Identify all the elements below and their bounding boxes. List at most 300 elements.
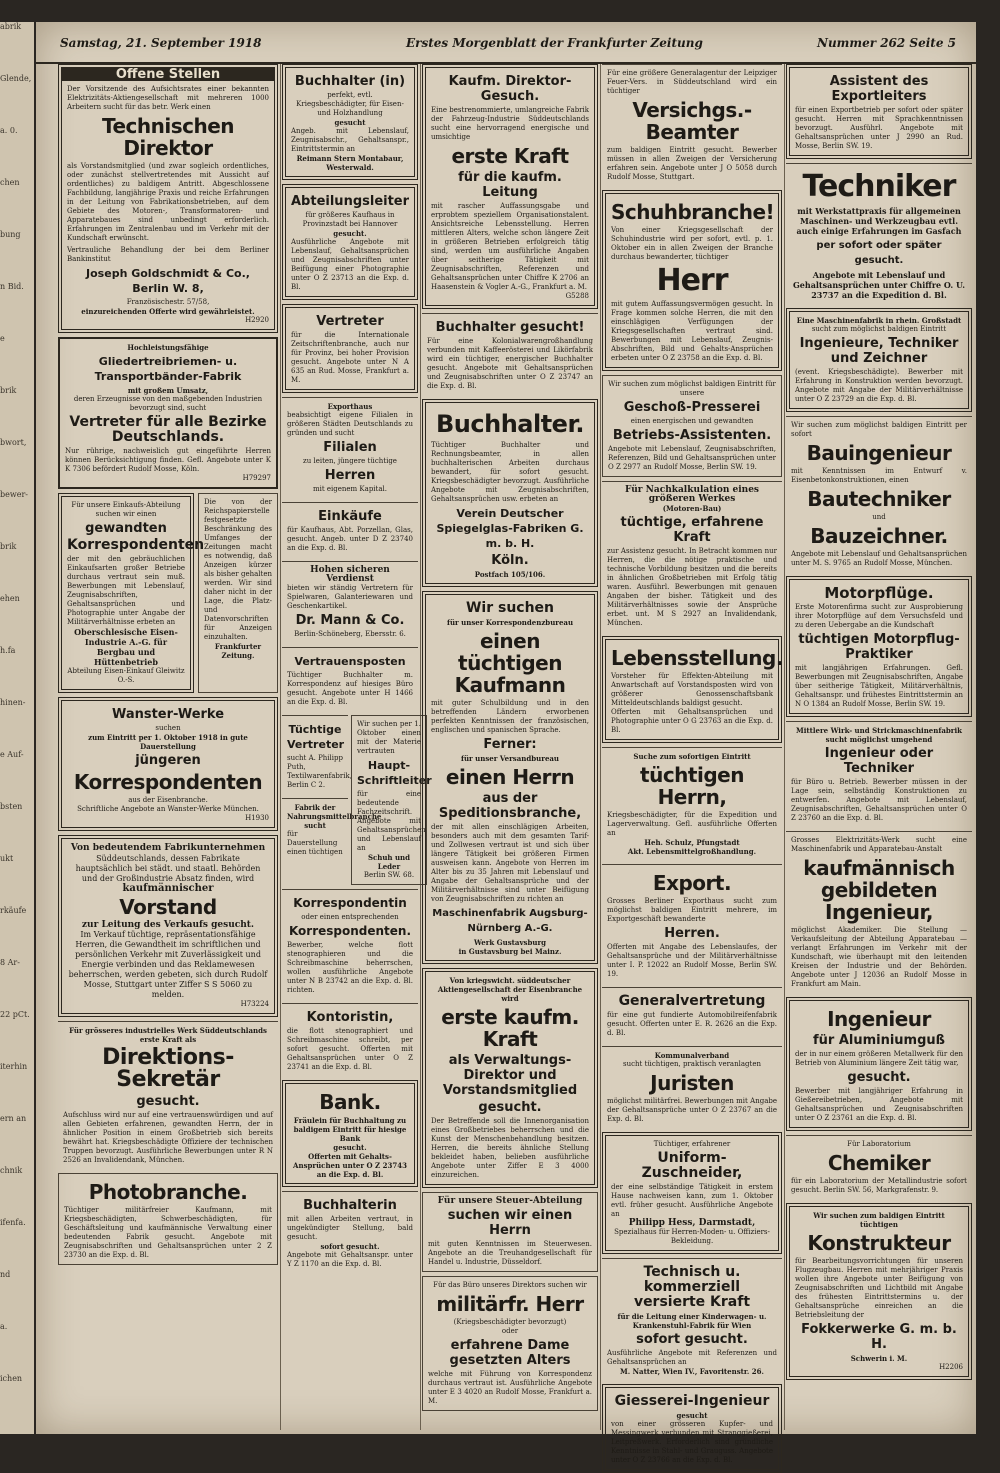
ad-headline: militärfr. Herr [436,1292,584,1316]
ad-subheadline: sofort gesucht. [636,1332,748,1347]
ad-headline: Motorpflüge. [824,584,934,602]
strip-fragment: ern an [0,1114,27,1123]
ad-headline: tüchtigen Herrn, [640,763,744,809]
ad-headline: jüngeren [135,753,201,768]
ad-tail: Angebote mit Lebenslauf und Gehaltsansprüchen unter M. S. 9765 an Rudolf Mosse, München. [791,550,967,567]
ad-tail: einzureichenden Offerte wird gewährleistet. [81,307,255,316]
ad-top: Suche zum sofortigen Eintritt [633,752,751,761]
ad-text: Der Betreffende soll die Innenorganisation eines Großbetriebes beherrschen und die Kunst der Menschenbehandlung besitzen. Herren, die bereits ähnliche Stellung bekleidet haben, belieben ausführliche Angebote unter Ziffer E 3 4000 einzureichen. [431,1117,589,1179]
ad-subheadline: Herren. [664,926,720,941]
ad-title: Wir suchen [465,600,555,616]
ad-text: Bewerber, welche flott stenographieren und die Schreibmaschine beherrschen, wollen ausführliche Angebote unter N B 23742 an die Exp. d. Bl. richten. [287,941,413,994]
ad-uniform-zuschneider [602,1132,782,1254]
ad-export [602,864,782,983]
ad-sub: gesucht. [478,1100,542,1115]
ad-text: für die Internationale Zeitschriftenbranche, auch nur für Provinz, bei hoher Provision gesucht. Angebote unter N A 635 an Rud. Mosse, Frankfurt a. M. [291,331,409,384]
ad-top: Von kriegswicht. süddeutscher Aktiengesellschaft der Eisenbranche wird [437,976,583,1003]
ad-title: Kommunalverband [654,1051,730,1060]
ad-text: der mit den gebräuchlichen Einkaufsarten großer Betriebe durchaus vertraut sein muß. Bewerbungen mit Lebenslauf, Zeugnisabschriften, Gehaltsansprüchen und Photographie unter Angabe der Militärverhältnisse erbeten an [67,555,185,626]
ad-top: Tüchtiger, erfahrener [653,1140,731,1148]
ad-code: G5288 [565,292,589,300]
ad-headline-2: einen Herrn [445,765,575,789]
ad-assistent-exportleiter [786,64,972,159]
ad-kontoristin [282,1003,418,1076]
ad-kaufm-ingenieur [786,831,972,993]
ad-body: mit gutem Auffassungsvermögen gesucht. In Frage kommen solche Herren, die mit den einschlägigen Verfügungen der Kriegsgesellschaften vertraut sind. Bewerbungen mit Lebenslauf, Zeugnis-Abschriften, Bild und Gehalts-Ansprüchen erbeten unter O Z 23758 an die Exp. d. Bl. [611,300,773,362]
ad-firm: Oberschlesische Eisen-Industrie A.-G. für Bergbau und Hüttenbetrieb [74,627,178,667]
ad-abteilungsleiter [282,184,418,300]
ad-text: für eine gut fundierte Automobilreifenfabrik gesucht. Offerten unter E. R. 2626 an die Exp. d. Bl. [607,1011,777,1037]
ad-note: Vertrauliche Behandlung der bei dem Berliner Bankinstitut [67,246,269,263]
ad-subheadline: für die kaufm. Leitung [458,170,562,200]
ad-text: die flott stenographiert und Schreibmaschine schreibt, per sofort gesucht. Offerten mit Gehaltsansprüchen unter O Z 23741 an die Exp. d. Bl. [287,1027,413,1071]
ad-headline: Assistent des Exportleiters [829,74,929,104]
ad-kaufm-direktor [422,64,598,309]
ad-text: für eine bedeutende Fachzeitschrift. Angebote mit Gehaltsansprüchen und Lebenslauf an [357,790,426,852]
ad-title: Tüchtige Vertreter [287,723,345,751]
ad-text: Süddeutschlands, dessen Fabrikate hauptsächlich bei städt. und staatl. Behörden und der Großindustrie Absatz finden, wird [75,854,261,883]
ad-tail: Offerten mit Gehalts-Ansprüchen unter O Z 23743 an die Exp. d. Bl. [293,1152,407,1179]
ad-technischer-direktor [58,64,278,333]
strip-fragment: brik [0,542,17,551]
ad-militaerfr-herr [422,1276,598,1411]
ad-title: Abteilungsleiter [291,194,410,209]
ad-sub: mit großem Umsatz, [127,386,209,395]
ad-text-2: zur Leitung des Verkaufs gesucht. [81,920,255,930]
column-2 [282,64,432,1430]
ad-text: beabsichtigt eigene Filialen in größeren Städten Deutschlands zu gründen und sucht [287,411,413,437]
column-5 [786,64,972,1430]
ad-text: Tüchtiger Buchhalter m. Korrespondenz auf hiesiges Büro gesucht. Angebote unter H 1466 an die Exp. d. Bl. [287,671,413,706]
ad-title: Bank. [319,1090,381,1114]
ad-headline-2: Korrespondenten [73,770,263,794]
ad-chemiker [786,1135,972,1199]
ad-techniker [786,163,972,304]
ad-subheadline: aus der Speditionsbranche, [438,791,582,821]
ad-headline: Direktions-Sekretär [102,1045,234,1092]
ad-tail: Offerten mit Angabe des Lebenslaufes, der Gehaltsansprüche und der Militärverhältnisse unter I. P. 12022 an Rudolf Mosse, Berlin SW. 19. [607,943,777,978]
ad-text: einen energischen und gewandten [630,417,754,425]
ad-title: Vertreter [316,314,384,329]
ad-text-2: aus der Eisenbranche. [128,796,208,804]
ad-title: Exporthaus [327,402,373,411]
ad-code: H2920 [245,316,269,324]
ad-headline-3: Bauzeichner. [810,524,948,548]
ad-sub: (Motoren-Bau) [662,504,722,513]
ad-haupt-schriftleiter [351,715,432,885]
ad-vertreter-zeitschrift [282,304,418,393]
ad-title: Einkäufe [318,509,382,524]
ad-firm: Reimann Stern Montabaur, Westerwald. [296,154,404,172]
ad-tail: Bewerber mit langjähriger Erfahrung in Gießereibetrieben, Angebote mit Gehaltsansprüchen und Zeugnisabschriften unter O Z 23761 an die Exp. d. Bl. [795,1087,963,1122]
ad-sub: (Kriegsbeschädigter bevorzugt) [453,1318,567,1326]
ad-text: von einer grösseren Kupfer- und Messingwerk verbunden mit Stranggießerei, Leitpreßwerk. Erforderlich sind gründliche Kenntnisse in Stahl- und Grauguss. Angebote unter O Z 23766 an die Exp. d. Bl. [611,1420,773,1464]
ad-text: bieten wir ständig Vertretern für Spielwaren, Galanteriewaren und Geschenkartikel. [287,584,413,610]
ad-text: Erste Motorenfirma sucht zur Ausprobierung ihrer Motorpflüge auf dem Versuchsfeld und zu deren Uebergabe an die Kundschaft [795,603,963,629]
ad-title: Fabrik der Nahrungsmittelbranche [287,803,382,821]
ad-text: Eine bestrenommierte, umlangreiche Fabrik der Fahrzeug-Industrie Süddeutschlands sucht eine hervorragend energische und umsichtige [431,106,589,141]
ad-firm: Fokkerwerke G. m. b. H. [801,1322,957,1352]
ad-photobranche [58,1173,278,1265]
ad-ingenieur-oder-techniker [786,721,972,827]
ad-text: mit Werkstattpraxis für allgemeinen Maschinen- und Werkzeugbau evtl. auch einige Erfahrungen im Gasfach [796,206,962,236]
ad-top: Für Nachkalkulation eines größeren Werkes [625,485,759,504]
strip-fragment: bewer- [0,490,28,499]
strip-fragment: iterhin [0,1062,28,1071]
ad-subheadline: tüchtigen Motorpflug-Praktiker [798,632,960,662]
ad-korrespondentin [282,889,418,999]
ad-gliedertreibriemen [58,337,278,489]
ad-nachkalkulation [602,481,782,632]
ad-headline: tüchtige, erfahrene Kraft [620,515,764,545]
strip-fragment: chen [0,178,20,187]
strip-fragment: Glende, [0,74,32,83]
ad-title: Buchhalter gesucht! [435,320,585,335]
notice-text: Die von der Reichspapierstelle festgesetzte Beschränkung des Umfanges der Zeitungen macht es notwendig, daß Anzeigen kürzer als bisher gehalten werden. Wir sind daher nicht in der Lage, die Platz- und Datenvorschriften für Anzeigen einzuhalten. [204,498,272,641]
strip-fragment: 8 Ar- [0,958,20,967]
ad-headline: einen tüchtigen Kaufmann [454,629,566,697]
ad-firm: Dr. Mann & Co. [295,613,405,628]
ad-tail: mit langjährigen Erfahrungen. Gefl. Bewerbungen mit Zeugnisabschriften, Angabe über seitherige Tätigkeit, Militärverhältnis, Gehaltsanspr. und frühestes Eintrittstermin an N O 1384 an Rudolf Mosse, Berlin SW. 19. [795,664,963,708]
ad-text: für Kaufhaus, Abt. Porzellan, Glas, gesucht. Angeb. unter D Z 23740 an die Exp. d. Bl. [287,526,413,552]
ad-sub: sucht tüchtigen, praktisch veranlagten [623,1060,761,1068]
ad-text: zum baldigen Eintritt gesucht. Bewerber müssen in allen Zweigen der Versicherung erfahren sein. Angebote unter J O 5058 durch Rudolf Mosse, Stuttgart. [607,146,777,181]
strip-fragment: bsten [0,802,23,811]
ad-top: Wir suchen zum möglichst baldigen Eintritt für unsere [608,380,776,397]
section-heading: Offene Stellen [62,68,274,81]
ad-top: Von bedeutendem Fabrikunternehmen [70,843,266,853]
ad-top: Grosses Elektrizitäts-Werk sucht eine Maschinenfabrik und Apparatebau-Anstalt [791,836,967,853]
ad-tail: mit eigenem Kapital. [312,485,387,493]
ad-top: Für das Büro unseres Direktors suchen wir [433,1281,587,1289]
ad-top: Wir suchen zum baldigen Eintritt [813,1211,945,1220]
ad-text: mit Kenntnissen im Entwurf v. Eisenbetonkonstruktionen, einen [791,467,967,484]
adjacent-page-edge [0,22,34,1434]
ad-headline: Betriebs-Assistenten. [612,428,772,443]
ad-bauingenieur [786,416,972,572]
ad-top: Für eine größere Generalagentur der Leipziger Feuer-Vers. in Süddeutschland wird ein tüchtiger [607,69,777,95]
ad-tail: Angeb. mit Lebenslauf, Zeugnisabschr., Gehaltsanspr., Eintrittstermin an [291,127,409,153]
ad-text: möglichst militärfrei. Bewerbungen mit Angabe der Gehaltsansprüche unter O Z 23767 an die Exp. d. Bl. [607,1097,777,1123]
ad-tail: Ausführliche Angebote mit Referenzen und Gehaltsansprüchen an [607,1349,777,1366]
ad-top: Hochleistungsfähige [127,343,209,352]
ad-text: für Bearbeitungsvorrichtungen für unseren Flugzeugbau. Herren mit mehrjähriger Praxis wollen ihre Angebote unter Beifügung von Zeugnisabschriften und Lichtbild mit Angabe des frühesten Eintrittstermins u. der Gehaltsansprüche einreichen an die Betriebsleitung der [795,1257,963,1319]
ad-title: Geschoß-Presserei [623,400,761,415]
ad-code: H79297 [242,474,271,482]
ad-exporthaus [282,397,418,498]
ad-code: H1930 [245,814,269,822]
ad-text: möglichst Akademiker. Die Stellung — Verkaufsleitung der Abteilung Apparatebau — verlangt Erfahrungen im Verkehr mit der Kundschaft, wie überhaupt mit den leitenden Kreisen der Industrie und der Behörden. Angebote unter J 12036 an Rudolf Mosse in Frankfurt am Main. [791,926,967,988]
ad-konstrukteur-fokker [786,1203,972,1380]
ad-sub: kaufmännischer [122,883,214,894]
ad-sub: tüchtigen [859,1220,898,1229]
ad-firm: Maschinenfabrik Augsburg-Nürnberg A.-G. [432,908,588,934]
ad-body: mit rascher Auffassungsgabe und erprobtem speziellem Organisationstalent. Ansichtsreiche Lebensstellung. Herren mittleren Alters, welche schon längere Zeit in größeren Betrieben erfolgreich tätig sind, werden um ausführliche Angaben über seitherige Tätigkeit mit Zeugnisabschriften, Referenzen und Gehaltsansprüchen unter Chiffre K 2706 an Haasenstein & Vogler A.-G., Frankfurt a. M. [431,202,589,291]
ad-city: in Gustavsburg bei Mainz. [458,947,562,956]
ad-text: für die Leitung einer Kinderwagen- u. Krankenstuhl-Fabrik für Wien [617,1312,767,1330]
ad-headline: Uniform-Zuschneider, [641,1150,743,1181]
ad-address: Postfach 105/106. [474,570,546,579]
ad-city: Köln. [491,553,529,568]
ad-lebensstellung [602,636,782,743]
strip-fragment: h.fa [0,646,16,655]
ad-title: Gliedertreibriemen- u. Transportbänder-Fabrik [94,355,242,383]
ad-firm: Joseph Goldschmidt & Co., Berlin W. 8, [86,267,250,295]
ad-headline: Filialen [323,440,377,455]
ad-headline-2: Korrespondenten. [288,924,412,938]
ad-text: (event. Kriegsbeschädigte). Bewerber mit Erfahrung in Konstruktion werden bevorzugt. Angebote mit Angabe der Militärverhältnisse unter O Z 23729 an die Exp. d. Bl. [795,368,963,403]
strip-fragment: brik [0,386,17,395]
strip-fragment: n Bid. [0,282,24,291]
strip-fragment: hinen- [0,698,26,707]
ad-title: Eine Maschinenfabrik in rhein. Großstadt [796,316,962,325]
ad-text: perfekt, evtl. Kriegsbeschädigter, für Eisen- und Holzhandlung [296,91,404,117]
ad-sub: sucht zum möglichst baldigen Eintritt [811,325,947,333]
notice-signature: Frankfurter Zeitung. [214,642,262,660]
ad-headline: Ingenieur [827,1007,931,1031]
ad-top: Für Laboratorium [847,1140,911,1148]
ad-address: Schwerin i. M. [850,1354,908,1363]
ad-tail: Schriftliche Angebote an Wanster-Werke München. [77,805,259,813]
ad-sub: gesucht. [847,1070,911,1085]
ad-top: Wir suchen per 1. Oktober einen mit der Materie vertrauten [357,720,421,755]
ad-text: der eine selbständige Tätigkeit in erstem Hause nachweisen kann, zum 1. Oktober evtl. früher gesucht. Ausführliche Angebote an [611,1183,773,1218]
ad-sub: gesucht. [333,1143,367,1152]
ad-text-2: zu leiten, jüngere tüchtige [303,457,397,465]
page-header [36,22,976,64]
ad-text: mit guten Kenntnissen im Steuerwesen. Angebote an die Treuhandgesellschaft für Handel u. Industrie, Düsseldorf. [428,1240,592,1266]
ad-headline: Korrespondentin [293,896,407,910]
ad-text-2: oder [501,1327,519,1335]
ad-text: für Dauerstellung einen tüchtigen [287,830,343,856]
ad-text: Fräulein für Buchhaltung zu baldigem Eintritt für hiesige Bank [293,1116,407,1143]
ad-firm: Heh. Schulz, Pfungstadt [644,838,740,847]
ad-korrespondenten-oberschlesien [58,493,205,693]
ad-sub: sucht [304,821,326,830]
ad-address: Abteilung Eisen-Einkauf Gleiwitz O.-S. [67,667,185,684]
ad-subheadline: für Aluminiumguß [812,1033,946,1048]
ad-intro: Der Vorsitzende des Aufsichtsrates einer bekannten Elektrizitäts-Aktiengesellschaft mit mehreren 1000 Arbeitern sucht für das betr. Werk einen [67,85,269,111]
ad-tail: oder einen entsprechenden [301,913,399,921]
strip-fragment: a. [0,1322,8,1331]
ad-headline: Techniker [802,169,956,204]
ad-headline: Ingenieure, Techniker und Zeichner [799,336,959,366]
ad-tail: Angebote mit Lebenslauf und Gehaltsansprüchen unter Chiffre O. U. 23737 an die Expedition d. Bl. [792,270,966,300]
ad-tuechtige-vertreter [282,715,352,794]
ad-fabrik-nahrungsmittel [282,798,382,861]
header-page-number: Nummer 262 Seite 5 [816,36,956,50]
ad-tail: Angebote mit Gehaltsanspr. unter Y Z 1170 an die Exp. d. Bl. [287,1251,413,1268]
strip-fragment: rkäufe [0,906,27,915]
ad-schuhbranche [602,190,782,371]
ad-title: Buchhalterin [303,1198,397,1213]
ad-tail: Ausführliche Angebote mit Lebenslauf, Gehaltsansprüchen und Zeugnisabschriften unter Beifügung einer Photographie unter O Z 23713 an die Exp. d. Bl. [291,238,409,291]
ad-firm: Verein Deutscher Spiegelglas-Fabriken G. m. b. H. [436,507,584,550]
ad-headline: Generalvertretung [618,993,766,1009]
ad-tuechtigen-herrn [602,747,782,860]
strip-fragment: chnik [0,1166,23,1175]
ad-top: Wir suchen zum möglichst baldigen Eintritt per sofort [791,421,967,438]
ad-direktions-sekretaer [58,1021,278,1169]
ad-sub: suchen [155,724,181,732]
ad-title: Für unsere Steuer-Abteilung [437,1196,583,1206]
ad-address: Berlin SW. 68. [363,871,415,879]
ad-ingenieur-aluminiumguss [786,997,972,1131]
header-masthead: Erstes Morgenblatt der Frankfurter Zeitung [406,36,703,50]
ad-title: Technischen Direktor [101,114,235,160]
ad-headline: Technisch u. kommerziell versierte Kraft [633,1264,751,1310]
ad-tail: Nur rührige, nachweislich gut eingeführte Herren können Berücksichtigung finden. Gefl. Angebote unter K K 7306 befördert Rudolf Mosse, Köln. [65,447,271,473]
ad-code: H73224 [240,1000,269,1008]
ad-headline: Versichgs.-Beamter [632,98,752,144]
header-date: Samstag, 21. September 1918 [60,36,262,50]
ad-geschoss-presserei [602,375,782,477]
ad-text: für einen Exportbetrieb per sofort oder später gesucht. Herren mit Sprachkenntnissen bevorzugt. Ausführl. Angebote mit Gehaltsansprüchen unter J 2990 an Rud. Mosse, Berlin SW. 19. [795,106,963,150]
ad-body: zur Assistenz gesucht. In Betracht kommen nur Herren, die die nötige praktische und technische Vorbildung besitzen und die bereits in ähnlichen Großbetrieben mit Erfolg tätig waren. Ausführl. Bewerbungen mit genauen Angaben der bisher. Tätigkeit und des Militärverhältnisses sowie der Ansprüche erbet. unt. M S 2927 an Invalidendank, München. [607,547,777,627]
strip-fragment: ehen [0,594,20,603]
ad-text: Tüchtiger Buchhalter und Rechnungsbeamter, in allen buchhalterischen Arbeiten durchaus bewandert, für sofort gesucht. Kriegsbeschädigter bevorzugt. Ausführliche Angebote mit Zeugnisabschriften, Gehaltsansprüchen usw. erbeten an [431,441,589,503]
strip-fragment: nd [0,1270,11,1279]
ad-body: Im Verkauf tüchtige, repräsentationsfähige Herren, die Gewandtheit im schriftlichen und persönlichen Verkehr mit Zuverlässigkeit und Energie verbinden und das Reklamewesen beherrschen, werden gebeten, sich durch Rudolf Mosse, Stuttgart unter Ziffer S S 5060 zu melden. [68,930,268,999]
ad-text: mit allen Arbeiten vertraut, in ungekündigter Stellung, bald gesucht. [287,1215,413,1241]
ad-sub: gewandten [85,521,167,536]
ad-text-2: für unser Versandbureau [460,754,560,763]
ad-text: Tüchtiger militärfreier Kaufmann, mit Kriegsbeschädigten, Schwerbeschädigten, für Geschäftsleitung und kaufmännische Verwaltung einer bedeutenden Fabrik gesucht. Angebote mit Zeugnisabschriften und Gehaltsansprüchen unter 2 Z 23730 an die Exp. d. Bl. [64,1206,272,1259]
ad-giesserei-ingenieur [602,1384,782,1473]
ad-subheadline: per sofort oder später gesucht. [816,240,942,266]
ad-title: Korrespondenten [67,537,205,553]
ad-title: Photobranche. [88,1180,248,1204]
ad-text: Von einer Kriegsgesellschaft der Schuhindustrie wird per sofort, evtl. p. 1. Oktober ein in allen Zweigen der Branche durchaus bewanderter, tüchtiger [611,226,773,261]
strip-fragment: 22 pCt. [0,1010,30,1019]
ad-wanster-werke [58,697,278,831]
ad-sub: Ferner: [483,737,537,752]
ad-title: Hohen sicheren Verdienst [310,565,390,584]
ad-sub: gesucht. [136,1094,200,1109]
ad-text: Grosses Berliner Exporthaus sucht zum möglichst baldigen Eintritt mehrere, im Exportgeschäft bewanderte [607,897,777,923]
ad-headline: Ingenieur oder Techniker [824,746,934,776]
ad-text: Kriegsbeschädigter, für die Expedition und Lagerverwaltung. Gefl. ausführliche Offerten an [607,811,777,837]
ad-headline-2: Herren [324,468,376,483]
ad-headline: Vorstand [119,895,217,919]
strip-fragment: e [0,334,5,343]
ad-body: Angebote mit Lebenslauf, Zeugnisabschriften, Referenzen, Bild und Gehaltsansprüchen unter O Z 2977 an Rudolf Mosse, Berlin SW. 19. [608,445,776,471]
ad-address: Werk Gustavsburg [473,938,547,947]
ad-body: als Vorstandsmitglied (und zwar sogleich ordentliches, oder zunächst stellvertretendes mit Aussicht auf ordentliches) zu baldigem Antritt. Abgeschlossene Fachbildung, langjährige Praxis und reiche Erfahrungen in der Leitung von Fabrikationsbetrieben, auf dem Gebiete des Motoren-, Transformatoren- und Apparatebaues sind unbedingt erforderlich. Erfahrungen im Zentralenbau und im Verkehr mit der Kundschaft erwünscht. [67,162,269,242]
ad-text: deren Erzeugnisse von den maßgebenden Industrien bevorzugt sind, sucht [73,395,263,412]
ad-headline: Konstrukteur [807,1231,951,1255]
ad-firm: Schuh und Leder [367,853,411,871]
ad-headline: Vertreter für alle Bezirke Deutschlands. [69,414,267,445]
ad-body-2: der mit allen einschlägigen Arbeiten, besonders auch mit dem gesamten Tarif- und Zollwesen vertraut ist und sich über längere Tätigkeit bei größeren Firmen ausweisen kann. Angebote von Herren im Alter bis zu 35 Jahren mit Lebenslauf und Angabe der Gehaltsansprüche und der Militärverhältnisse sind unter Beifügung von Zeugnisabschriften zu richten an [431,823,589,903]
ad-technisch-kommerziell [602,1258,782,1380]
ad-kaufmaennischer-vorstand [58,835,278,1017]
ad-address: Akt. Lebensmittelgroßhandlung. [627,847,757,856]
ad-sub: suchen wir einen Herrn [447,1208,573,1238]
ad-title: Kontoristin, [306,1010,394,1025]
strip-fragment: e Auf- [0,750,24,759]
ad-headline: kaufmännisch gebildeten Ingenieur, [803,856,955,924]
ad-text: Für eine Kolonialwarengroßhandlung verbunden mit Kaffeerösterei und Likörfabrik wird ein tüchtiger, energischer Buchhalter gesucht. Angebote mit Gehaltsansprüchen und Zeugnisabschriften unter O Z 23747 an die Exp. d. Bl. [427,337,593,390]
ad-text: für größeres Kaufhaus in Provinzstadt bei Hannover [302,211,398,228]
ad-buchhalterin [282,1191,418,1273]
ad-headline: Export. [652,871,732,895]
ad-top: Für unsere Einkaufs-Abteilung suchen wir einen [71,501,181,518]
ad-firm: M. Natter, Wien IV., Favoritenstr. 26. [620,1367,764,1376]
ad-code: H2206 [939,1363,963,1371]
ad-sub: gesucht [676,1411,708,1420]
ad-subheadline: als Verwaltungs-Direktor und Vorstandsmitglied [442,1053,578,1098]
ad-title: Buchhalter (in) [294,74,406,89]
ad-address: Berlin-Schöneberg, Ebersstr. 6. [294,630,406,638]
ad-address: Spezialhaus für Herren-Moden- u. Offiziers-Bekleidung. [614,1228,770,1245]
ad-text: welche mit Führung von Korrespondenz durchaus vertraut ist. Ausführliche Angebote unter E 3 4020 an Rudolf Mosse, Frankfurt a. M. [428,1370,592,1405]
strip-fragment: ifenfa. [0,1218,26,1227]
strip-fragment: a. 0. [0,126,18,135]
ad-sub: gesucht. [333,229,367,238]
ad-headline: Lebensstellung. [611,646,783,670]
ad-headline-2: Bautechniker [807,487,951,511]
ad-headline-2: Herr [656,263,728,298]
ad-text: für ein Laboratorium der Metallindustrie sofort gesucht. Berlin SW. 56, Markgrafenstr. 9. [791,1177,967,1194]
ad-maschinenfabrik-rhein [786,308,972,412]
ad-headline: Chemiker [827,1151,931,1175]
ad-text: für unser Korrespondenzbureau [446,618,574,627]
ad-top: Für grösseres industrielles Werk Süddeutschlands erste Kraft als [69,1026,267,1044]
ad-top: Mittlere Wirk- und Strickmaschinenfabrik sucht möglichst umgehend [796,726,962,744]
ad-versicherungs-beamter [602,64,782,186]
ad-sub: gesucht [334,118,366,127]
ad-headline: Bauingenieur [806,441,952,465]
ad-erste-kaufm-kraft [422,968,598,1188]
ad-text-2: und [872,513,886,521]
strip-fragment: bwort, [0,438,27,447]
ad-title: Haupt-Schriftleiter [357,759,432,787]
strip-fragment: bung [0,230,21,239]
newspaper-page [36,22,976,1464]
ad-buchhalter-gesucht [422,313,598,395]
ad-bank [282,1080,418,1187]
column-1 [58,64,278,1430]
ad-headline-2: erfahrene Dame gesetzten Alters [449,1338,571,1368]
ad-buchhalter-spiegelglas [422,399,598,587]
ad-headline: erste kaufm. Kraft [441,1005,579,1051]
ad-juristen [602,1046,782,1128]
ad-firm: Philipp Hess, Darmstadt, [628,1218,756,1228]
ad-steuer-abteilung [422,1192,598,1272]
ad-vertrauensposten [282,647,418,711]
ad-text: der in nur einem größeren Metallwerk für den Betrieb von Aluminium längere Zeit tätig war, [795,1050,963,1067]
ad-body: mit guter Schulbildung und in den betreffenden Ländern erworbenen perfekten Kenntnissen der französischen, englischen und spanischen Sprache. [431,699,589,734]
ad-headline: Schuhbranche! [611,200,775,224]
ad-text: zum Eintritt per 1. Oktober 1918 in gute Dauerstellung [88,733,248,751]
ad-text: Aufschluss wird nur auf eine vertrauenswürdigen und auf allen Gebieten erfahrenen, gewandten Herrn, der in ähnlicher Position in einem Großbetrieb sich bereits bewährt hat. Kriegsbeschädigte Offiziere der technischen Truppen bevorzugt. Ausführliche Bewerbungen unter R N 2526 an Invalidendank, München. [63,1111,273,1164]
ad-hohen-verdienst [282,561,418,643]
ad-headline: Giesserei-Ingenieur [614,1393,770,1409]
ad-headline: Juristen [650,1071,734,1095]
ad-headline: erste Kraft [451,144,569,168]
ad-text: sucht A. Philipp Puth, Textilwarenfabrik, Berlin C 2. [287,754,352,789]
notice-reichspapierstelle [198,493,278,693]
ad-headline: Buchhalter. [436,410,584,438]
column-4 [602,64,783,1464]
ad-generalvertretung [602,987,782,1042]
ad-title: Wanster-Werke [111,707,225,722]
ad-einkaeufe [282,502,418,557]
ad-address: Französischestr. 57/58, [126,298,210,306]
ad-buchhalter-eisen [282,64,418,180]
strip-fragment: ukt [0,854,14,863]
